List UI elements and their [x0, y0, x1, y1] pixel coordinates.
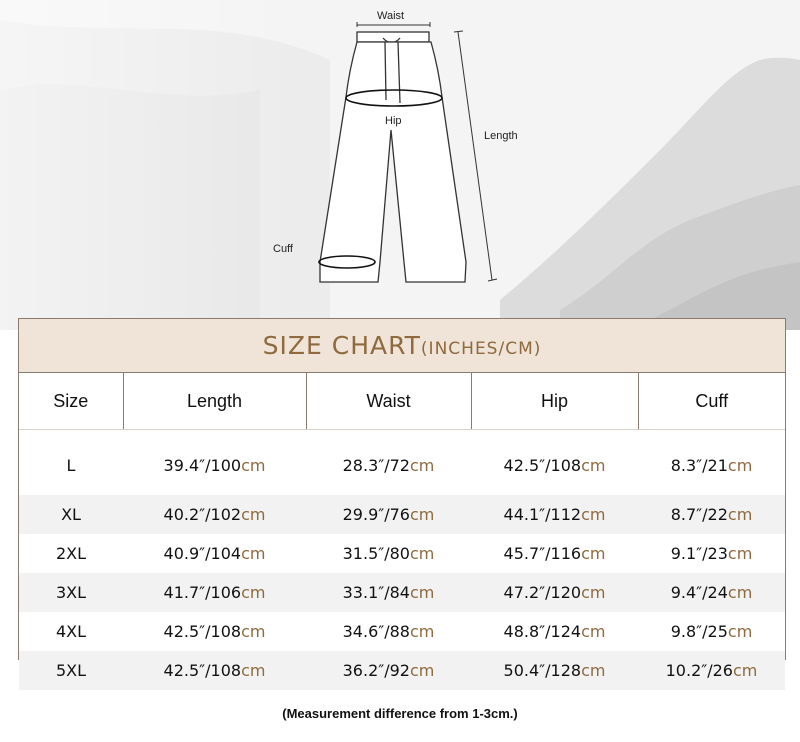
cell-cuff-unit: cm: [732, 661, 758, 680]
cell-hip: [471, 651, 638, 690]
cell-cuff-unit: cm: [727, 505, 753, 524]
cell-cuff: [638, 573, 785, 612]
cell-size: 5XL: [19, 651, 123, 690]
cell-hip-unit: cm: [581, 622, 606, 641]
cell-size: XL: [19, 495, 123, 534]
trouser-outline: [320, 42, 466, 282]
cell-hip-value: 47.2″/120: [503, 583, 582, 602]
cell-hip: [471, 534, 638, 573]
cell-waist-unit: cm: [409, 661, 435, 680]
cell-cuff-unit: cm: [727, 622, 753, 641]
cell-hip-value: 50.4″/128: [503, 661, 582, 680]
cell-length-unit: cm: [241, 661, 266, 680]
cell-hip: [471, 612, 638, 651]
cell-hip-value: 48.8″/124: [503, 622, 582, 641]
column-header-size: Size: [19, 373, 123, 430]
cell-waist: [306, 534, 471, 573]
cell-length-value: 39.4″/100: [163, 455, 242, 475]
cell-hip-unit: cm: [581, 661, 606, 680]
cell-hip: [471, 495, 638, 534]
cell-length: [123, 573, 306, 612]
measurement-note: (Measurement difference from 1-3cm.): [282, 706, 518, 721]
cell-length: [123, 612, 306, 651]
cell-waist: [306, 430, 471, 496]
cell-hip-unit: cm: [581, 455, 606, 475]
cell-hip-value: 42.5″/108: [503, 455, 582, 475]
waist-label: Waist: [377, 10, 405, 22]
table-row: [19, 495, 785, 534]
cell-waist-value: 34.6″/88: [342, 622, 410, 641]
column-header-hip: Hip: [471, 373, 638, 430]
table-row: [19, 573, 785, 612]
cell-hip: [471, 573, 638, 612]
trousers-diagram: [0, 0, 800, 300]
cell-waist: [306, 612, 471, 651]
cell-waist-value: 28.3″/72: [342, 455, 410, 475]
cell-length: [123, 495, 306, 534]
table-row: [19, 430, 785, 496]
cell-length: [123, 430, 306, 496]
cell-waist-unit: cm: [409, 544, 435, 563]
cell-length-value: 40.9″/104: [163, 544, 242, 563]
cell-hip-value: 44.1″/112: [503, 505, 582, 524]
cell-size: 2XL: [19, 534, 123, 573]
cell-cuff-value: 9.1″/23: [670, 544, 728, 563]
cell-length-value: 40.2″/102: [163, 505, 242, 524]
cell-length: [123, 651, 306, 690]
cell-cuff-value: 9.8″/25: [670, 622, 728, 641]
cell-waist-unit: cm: [409, 455, 435, 475]
cell-cuff-value: 8.7″/22: [670, 505, 728, 524]
column-header-length: Length: [123, 373, 306, 430]
cell-length-unit: cm: [241, 455, 266, 475]
cell-waist-unit: cm: [409, 622, 435, 641]
cell-cuff: [638, 534, 785, 573]
cell-hip-value: 45.7″/116: [503, 544, 582, 563]
length-label: Length: [484, 130, 518, 142]
size-chart-title: [263, 331, 542, 360]
cell-length-unit: cm: [241, 544, 266, 563]
table-header-row: [19, 373, 785, 430]
cell-cuff-value: 10.2″/26: [665, 661, 733, 680]
cell-waist-value: 29.9″/76: [342, 505, 410, 524]
cell-length-value: 42.5″/108: [163, 661, 242, 680]
cell-size: L: [19, 430, 123, 496]
cell-length-unit: cm: [241, 622, 266, 641]
cell-waist: [306, 573, 471, 612]
cell-waist-unit: cm: [409, 583, 435, 602]
waistband-shape: [357, 32, 429, 42]
cell-waist: [306, 495, 471, 534]
cell-size: 3XL: [19, 573, 123, 612]
hip-label: Hip: [385, 115, 402, 127]
cell-length: [123, 534, 306, 573]
column-header-cuff: Cuff: [638, 373, 785, 430]
cell-cuff-value: 8.3″/21: [670, 455, 728, 475]
cell-cuff: [638, 495, 785, 534]
cell-cuff: [638, 651, 785, 690]
cell-hip-unit: cm: [581, 583, 606, 602]
cuff-label: Cuff: [273, 243, 293, 255]
cell-cuff-unit: cm: [727, 583, 753, 602]
cell-hip-unit: cm: [581, 544, 606, 563]
size-chart: [18, 318, 786, 680]
table-row: [19, 651, 785, 690]
cell-waist-value: 36.2″/92: [342, 661, 410, 680]
cell-length-unit: cm: [241, 505, 266, 524]
cell-cuff: [638, 430, 785, 496]
cell-length-unit: cm: [241, 583, 266, 602]
cell-hip: [471, 430, 638, 496]
cell-length-value: 41.7″/106: [163, 583, 242, 602]
cell-waist-value: 33.1″/84: [342, 583, 410, 602]
size-chart-title-main: SIZE CHART: [262, 331, 421, 360]
size-chart-header: [19, 319, 785, 373]
cell-cuff-value: 9.4″/24: [670, 583, 728, 602]
cell-waist-value: 31.5″/80: [342, 544, 410, 563]
cell-cuff-unit: cm: [727, 544, 753, 563]
cell-waist: [306, 651, 471, 690]
column-header-waist: Waist: [306, 373, 471, 430]
cell-hip-unit: cm: [581, 505, 606, 524]
cell-waist-unit: cm: [409, 505, 435, 524]
cell-cuff: [638, 612, 785, 651]
table-row: [19, 534, 785, 573]
table-row: [19, 612, 785, 651]
size-table: [19, 373, 785, 690]
cell-length-value: 42.5″/108: [163, 622, 242, 641]
cell-cuff-unit: cm: [727, 455, 753, 475]
size-chart-title-suffix: (INCHES/CM): [420, 339, 542, 359]
cell-size: 4XL: [19, 612, 123, 651]
